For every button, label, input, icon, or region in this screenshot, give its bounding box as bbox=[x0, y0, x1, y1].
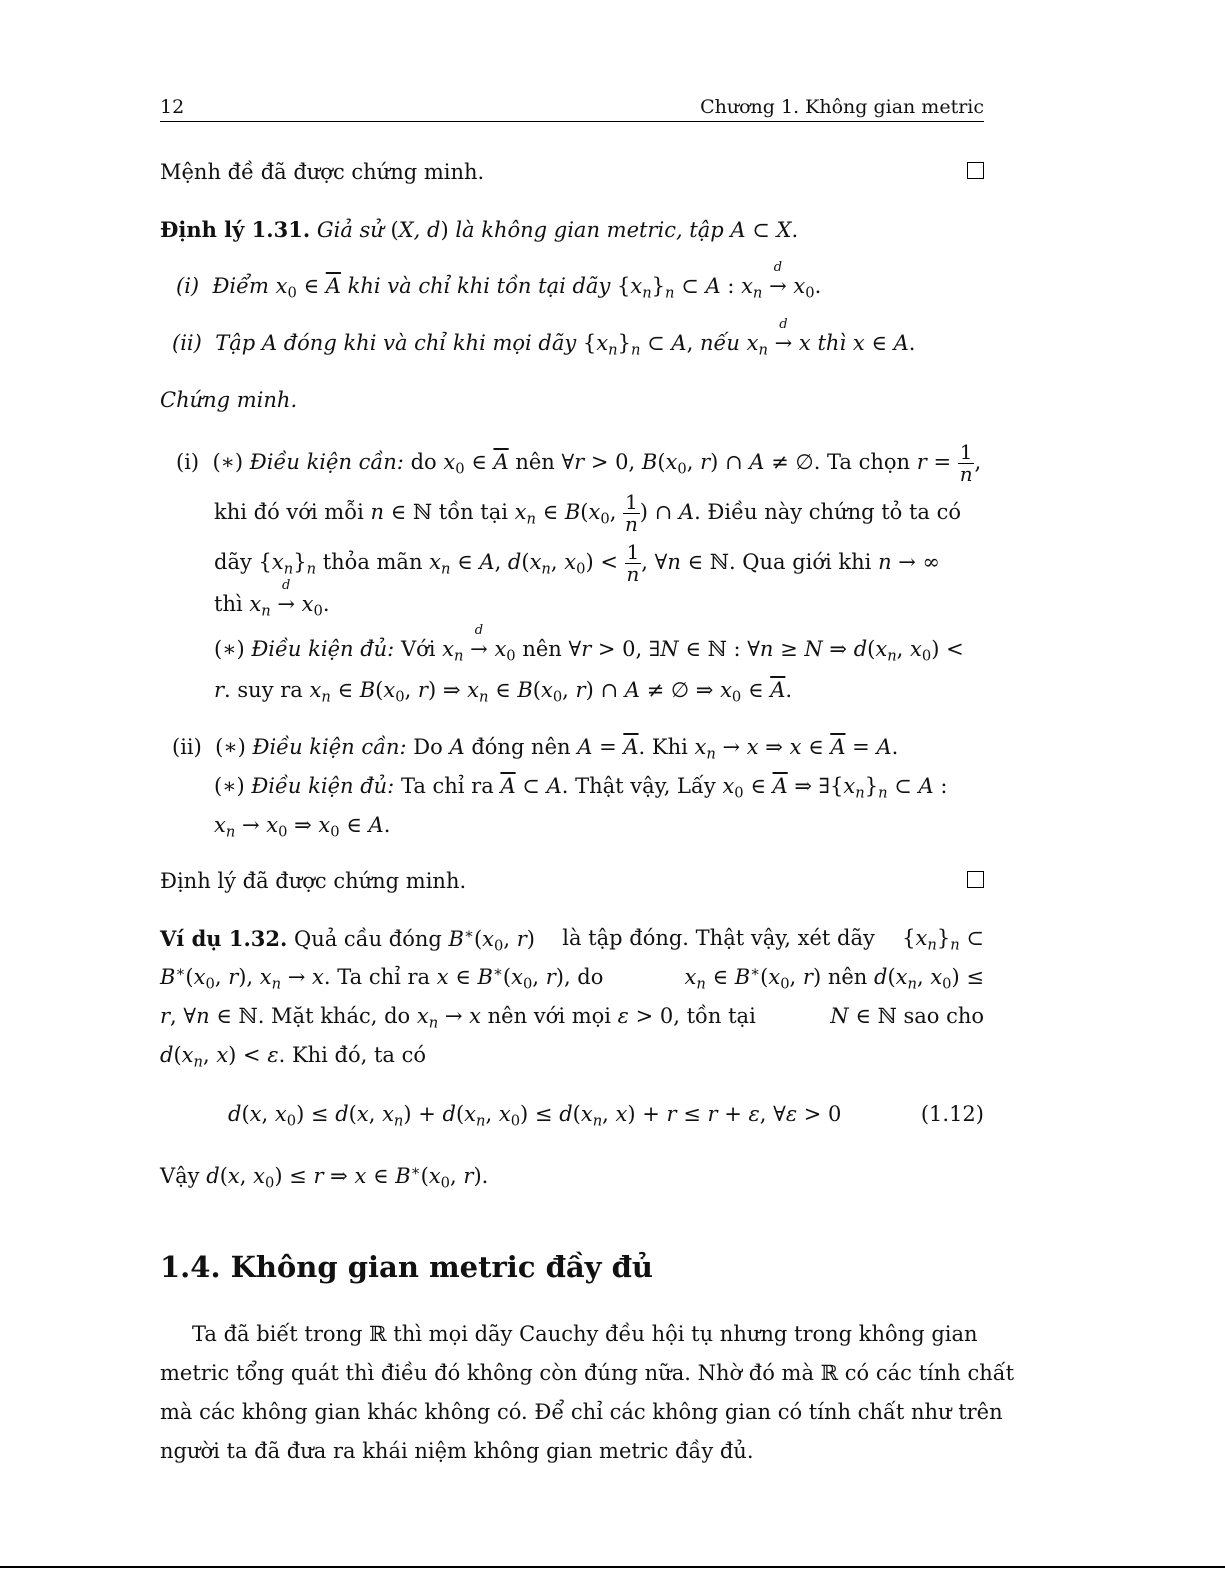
theorem-label: Định lý 1.31. bbox=[160, 217, 311, 242]
example-line-2: $B^∗(x_0$, r), $x_n \to x$. Ta chỉ ra x ∈ $B^∗(x_0$, r), do $x_n$ ∈ $B^∗(x_0$, r) nên $d(x_n$, $x_0$) ≤ bbox=[160, 963, 984, 993]
example-line-4: $d(x_n$, x) < ε. Khi đó, ta có bbox=[160, 1043, 427, 1071]
example-conclusion: Vậy d(x, $x_0) \le r$ ⇒ x ∈ $B^∗(x_0$, r). bbox=[160, 1162, 489, 1192]
theorem-end: Định lý đã được chứng minh. bbox=[160, 869, 984, 893]
example-label: Ví dụ 1.32. bbox=[160, 926, 288, 951]
proof-i-line-4: thì $x_n$ d → $x_0$. bbox=[214, 578, 330, 620]
bottom-rule bbox=[0, 1566, 1225, 1568]
page-number: 12 bbox=[160, 96, 185, 118]
proof-ii-line-3: $x_n \to x_0$ ⇒ $x_0$ ∈ A. bbox=[214, 813, 391, 841]
proof-i-line-3: dãy $\{x_n\}_n$ thỏa mãn $x_n$ ∈ A, $d(x_n$, $x_0$) < $\frac{1}{n}$ , ∀n ∈ ℕ. Qua giới khi n → ∞ bbox=[214, 540, 941, 586]
chapter-title: Chương 1. Không gian metric bbox=[700, 96, 984, 118]
theorem-item-ii: (ii) Tập A đóng khi và chỉ khi mọi dãy $\{x_n\}_n$ ⊂ A, nếu $x_n$ d → x thì x ∈ A. bbox=[172, 317, 916, 359]
proposition-end: Mệnh đề đã được chứng minh. bbox=[160, 160, 984, 184]
proof-i-line-2: khi đó với mỗi n ∈ ℕ tồn tại $x_n$ ∈ $B(x_0$, $\frac{1}{n}$ ) ∩ A. Điều này chứng tỏ ta có bbox=[214, 490, 962, 536]
theorem-item-i: (i) Điểm $x_0$ ∈ $\overline{A}$ khi và chỉ khi tồn tại dãy $\{x_n\}_n$ ⊂ A : $x_n$ d → $x_0$. bbox=[176, 260, 822, 302]
theorem-statement: Định lý 1.31. Giả sử (X, d) là không gian metric, tập A ⊂ X. bbox=[160, 217, 799, 242]
paragraph-line-2: metric tổng quát thì điều đó không còn đúng nữa. Nhờ đó mà ℝ có các tính chất bbox=[160, 1361, 1015, 1385]
section-heading: 1.4. Không gian metric đầy đủ bbox=[160, 1250, 653, 1284]
qed-box bbox=[967, 160, 984, 184]
qed-box bbox=[967, 869, 984, 893]
example-line-1: Ví dụ 1.32. Quả cầu đóng $B^∗(x_0$, r) là tập đóng. Thật vậy, xét dãy $\{x_n\}_n$ ⊂ bbox=[160, 925, 984, 955]
proof-label: Chứng minh. bbox=[160, 388, 298, 412]
proof-ii-line-1: (ii) (∗) Điều kiện cần: Do A đóng nên $A = \overline{A}$. Khi $x_n \to x$ ⇒ x ∈ $\overline{A} = A$. bbox=[172, 735, 899, 763]
proof-i-line-6: r. suy ra $x_n$ ∈ $B(x_0$, r) ⇒ $x_n$ ∈ $B(x_0$, r) ∩ A ≠ ∅ ⇒ $x_0$ ∈ $\overline{A}$. bbox=[214, 678, 793, 706]
paragraph-line-3: mà các không gian khác không có. Để chỉ các không gian có tính chất như trên bbox=[160, 1400, 1003, 1424]
paragraph-line-1: Ta đã biết trong ℝ thì mọi dãy Cauchy đều hội tụ nhưng trong không gian bbox=[192, 1322, 978, 1346]
example-line-3: r, ∀n ∈ ℕ. Mặt khác, do $x_n \to x$ nên với mọi ε > 0, tồn tại N ∈ ℕ sao cho bbox=[160, 1004, 984, 1032]
running-header bbox=[160, 96, 984, 122]
proof-i-line-5: (∗) Điều kiện đủ: Với $x_n$ d → $x_0$ nên ∀r > 0, ∃N ∈ ℕ : ∀n ≥ N ⇒ $d(x_n$, $x_0$) < bbox=[214, 623, 964, 665]
proof-i-line-1: (i) (∗) Điều kiện cần: do $x_0$ ∈ $\overline{A}$ nên ∀r > 0, $B(x_0$, r) ∩ A ≠ ∅. Ta chọn r = $\frac{1}{n}$ , bbox=[176, 440, 982, 486]
page bbox=[160, 96, 1015, 1463]
paragraph-line-4: người ta đã đưa ra khái niệm không gian metric đầy đủ. bbox=[160, 1439, 754, 1463]
proof-ii-line-2: (∗) Điều kiện đủ: Ta chỉ ra $\overline{A}$ ⊂ A. Thật vậy, Lấy $x_0$ ∈ $\overline{A}$ ⇒ $\exists\{x_n\}_n$ ⊂ A : bbox=[214, 774, 948, 802]
equation-number: (1.12) bbox=[920, 1102, 984, 1126]
equation-body: d(x, $x_0) \le d(x$, $x_n) + d(x_n$, $x_0) \le d(x_n$, x) + r ≤ r + ε, ∀ε > 0 bbox=[228, 1102, 842, 1130]
